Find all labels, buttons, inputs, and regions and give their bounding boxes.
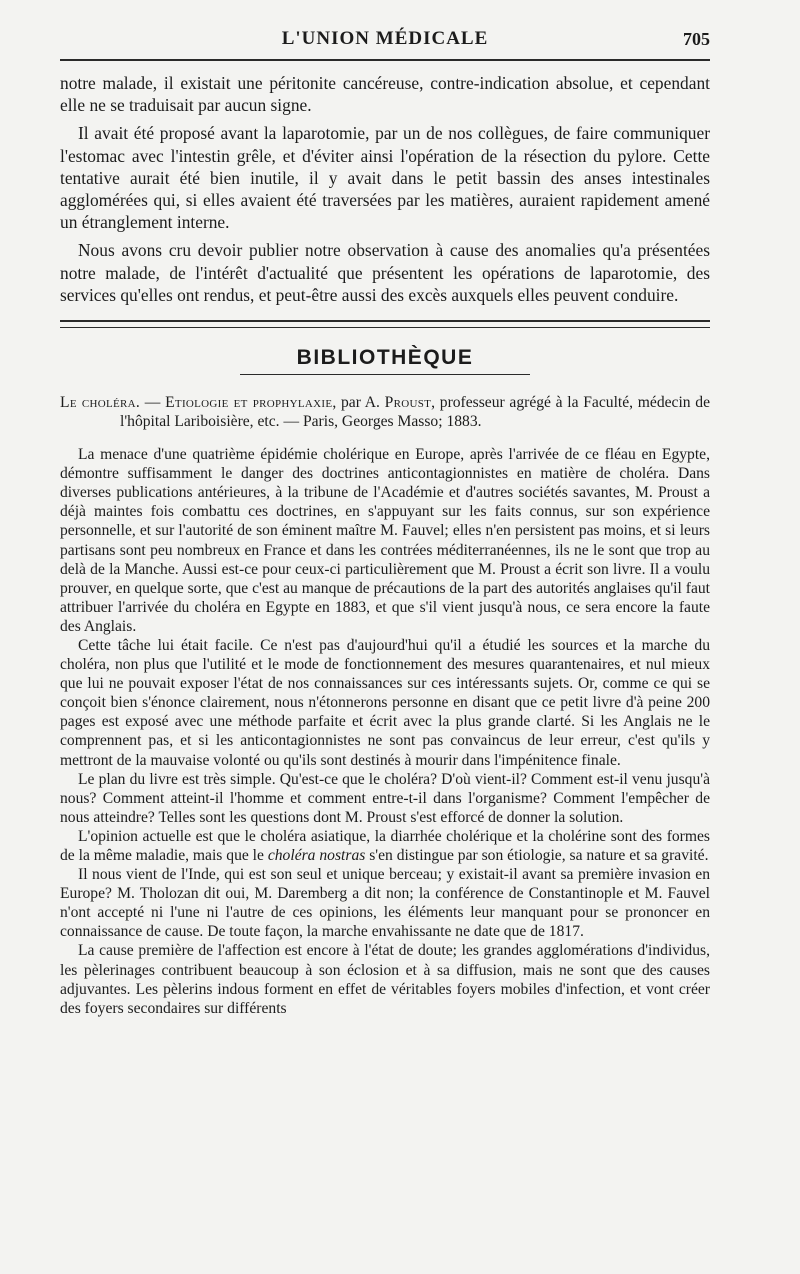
section-divider <box>60 320 710 328</box>
page-header <box>60 22 710 62</box>
citation-author: Proust <box>384 394 432 412</box>
citation-by: , par A. <box>332 394 385 412</box>
running-title: L'UNION MÉDICALE <box>281 28 489 49</box>
review-paragraph-1: La menace d'une quatrième épidémie cholérique en Europe, après l'arrivée de ce fléau en Egypte, démontre suffisamment le danger des doctrines anticontagionnistes en matière de choléra. Dans diverses publications antérieures, à la tribune de l'Académie et d'autres sociétés savantes, M. Proust a déjà maintes fois combattu ces doctrines, en s'appuyant sur les faits connus, sur son expérience personnelle, et sur l'autorité de son éminent maître M. Fauvel; elles n'en persistent pas moins, et si leurs partisans sont peu nombreux en France et dans les contrées méditerranéennes, ils ne le sont que trop au delà de la Manche. Aussi est-ce pour ceux-ci particulièrement que M. Proust a écrit son livre. Il a voulu prouver, en quelque sorte, que c'est au manque de précautions de la part des autorités anglaises qu'il faut attribuer l'arrivée du choléra en Egypte en 1883, et que s'il vient jusqu'à nous, ce sera encore la faute des Anglais. <box>60 446 710 635</box>
book-citation <box>60 393 710 431</box>
intro-paragraph-1: notre malade, il existait une péritonite cancéreuse, contre-indication absolue, et cependant elle ne se traduisait par aucun signe. <box>60 73 710 116</box>
page-body <box>60 72 710 1018</box>
intro-paragraph-2: Il avait été proposé avant la laparotomie, par un de nos collègues, de faire communiquer l'estomac avec l'intestin grêle, et d'éviter ainsi l'opération de la résection du pylore. Cette tentative aurait été bien inutile, il y avait dans le petit bassin des anses intestinales agglomérées qui, si elles avaient été traversées par les matières, auraient rapidement amené un étranglement interne. <box>60 123 710 233</box>
review-paragraph-3: Le plan du livre est très simple. Qu'est-ce que le choléra? D'où vient-il? Comment est-il venu jusqu'à nous? Comment atteint-il l'homme et comment entre-t-il dans l'organisme? Comment l'empêcher de nous atteindre? Telles sont les questions dont M. Proust s'est efforcé de donner la solution. <box>60 770 710 826</box>
section-title-rule <box>240 374 530 375</box>
section-title: BIBLIOTHÈQUE <box>296 346 474 370</box>
citation-subtitle: Etiologie et prophylaxie <box>165 394 333 412</box>
intro-paragraph-3: Nous avons cru devoir publier notre observation à cause des anomalies qu'a présentées notre malade, de l'intérêt d'actualité que présentent les opérations de laparotomie, des services qu'elles ont rendus, et peut-être aussi des excès auxquels elles peuvent conduire. <box>60 240 710 305</box>
page-number: 705 <box>683 29 710 49</box>
review-paragraph-6: La cause première de l'affection est encore à l'état de doute; les grandes agglomérations d'individus, les pèlerinages contribuent beaucoup à son éclosion et à sa diffusion, mais ne sont que des causes adjuvantes. Les pèlerins indous forment en effet de véritables foyers mobiles d'infection, et vont créer des foyers secondaires sur différents <box>60 942 710 1017</box>
review-paragraph-4 <box>60 827 710 865</box>
review-paragraph-2: Cette tâche lui était facile. Ce n'est pas d'aujourd'hui qu'il a étudié les sources et la marche du choléra, non plus que l'utilité et le mode de fonctionnement des mesures quarantenaires, et nul mieux que lui ne pouvait exposer l'état de nos connaissances sur ces intéressants sujets. Or, comme ce qui se conçoit bien s'énonce clairement, nous n'étonnerons personne en disant que ce petit livre d'à peine 200 pages est exposé avec une méthode parfaite et écrit avec la plus grande clarté. Si les Anglais ne le comprennent pas, et si les anticontagionnistes ne sont pas convaincus de leur erreur, c'est qu'ils y mettront de la mauvaise volonté ou qu'ils sont destinés à mourir dans l'impénitence finale. <box>60 636 710 769</box>
citation-rest: , professeur agrégé à la Faculté, médecin de l'hôpital Lariboisière, etc. — Paris, Georges Masso; 1883. <box>120 394 711 431</box>
header-rule <box>60 59 710 61</box>
review-paragraph-4-italic: choléra nostras <box>267 847 366 864</box>
citation-dash: — <box>140 394 166 412</box>
review-paragraph-5: Il nous vient de l'Inde, qui est son seul et unique berceau; y existait-il avant sa première invasion en Europe? M. Tholozan dit oui, M. Daremberg a dit non; la conférence de Constantinople et M. Fauvel n'ont accepté ni l'une ni l'autre de ces opinions, les éléments leur manquant pour se prononcer en connaissance de cause. De toute façon, la marche envahissante ne date que de 1817. <box>60 866 710 941</box>
review-paragraph-4-a: L'opinion actuelle est que le choléra asiatique, la diarrhée cholérique et la cholérine sont des formes de la même maladie, mais que le <box>60 827 710 864</box>
citation-book-title: Le choléra. <box>60 394 141 412</box>
review-paragraph-4-b: s'en distingue par son étiologie, sa nature et sa gravité. <box>365 847 709 864</box>
